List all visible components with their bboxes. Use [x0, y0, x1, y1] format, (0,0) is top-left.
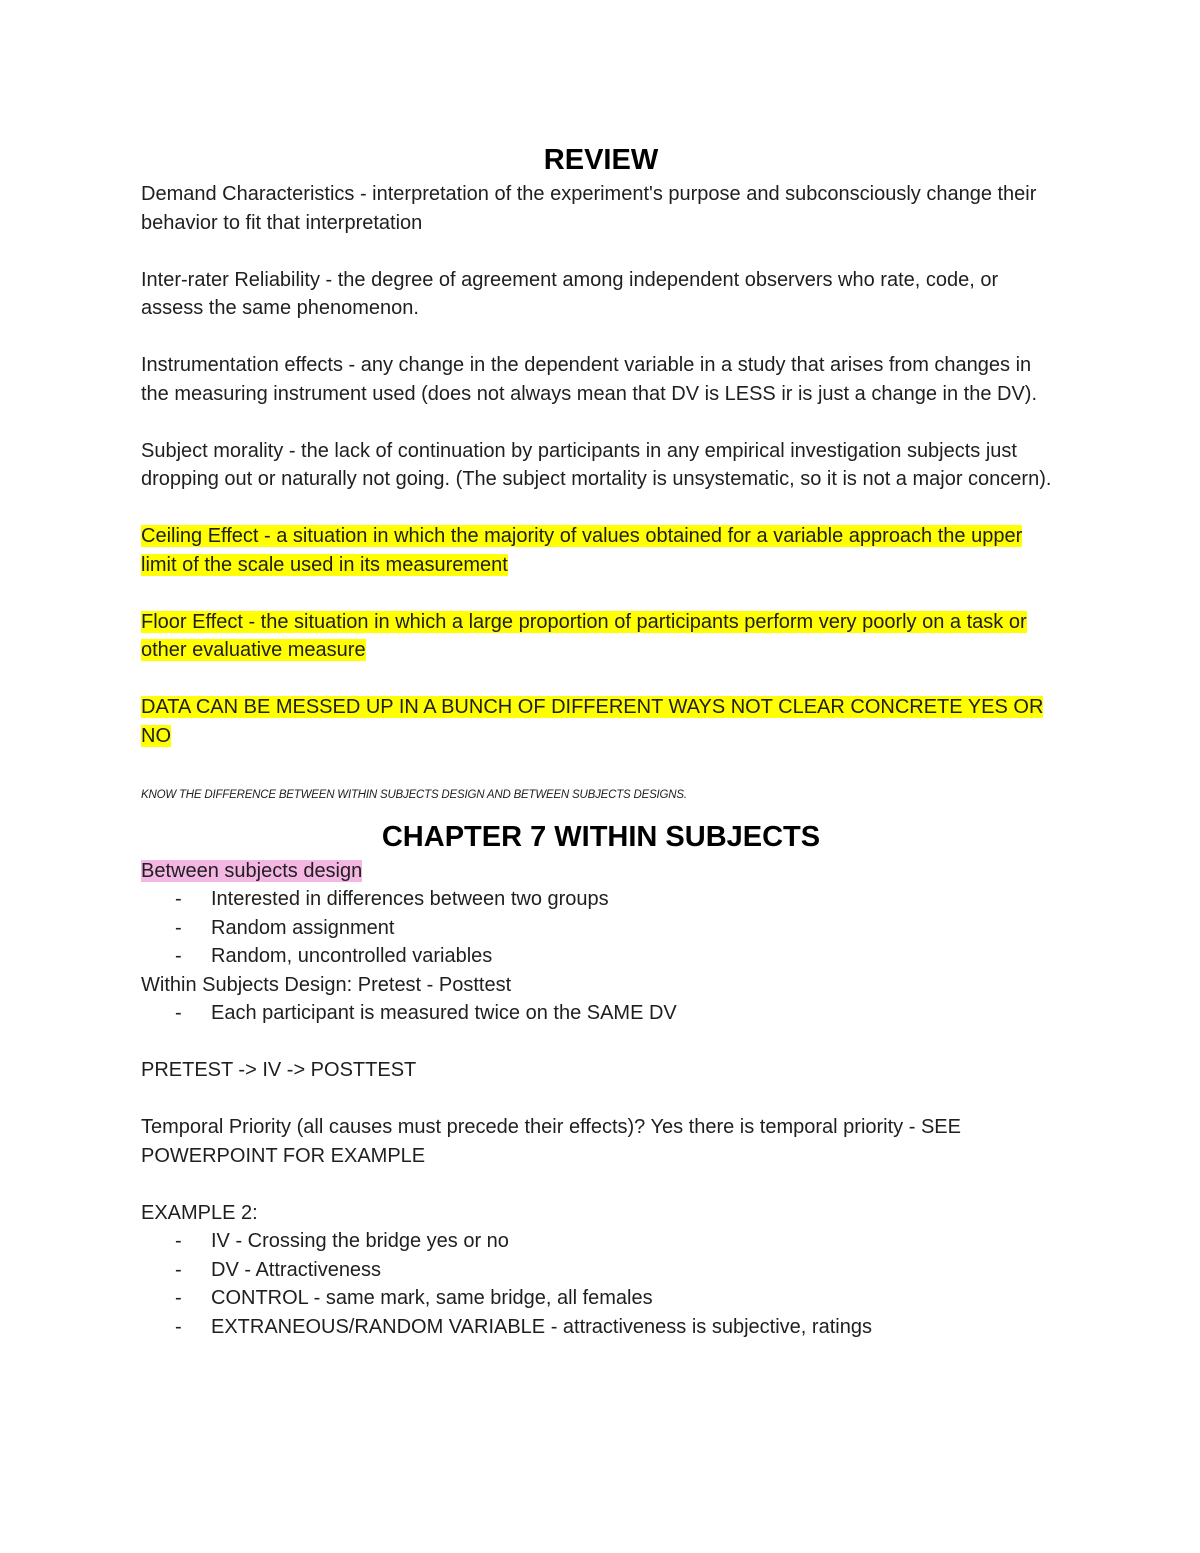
ceiling-effect-paragraph	[141, 522, 1061, 579]
list-item-text: Random, uncontrolled variables	[211, 945, 493, 967]
within-subjects-list	[141, 999, 1061, 1028]
between-subjects-heading	[141, 857, 1061, 886]
blank-line	[141, 579, 1061, 608]
blank-line	[141, 1085, 1061, 1114]
data-note-paragraph	[141, 693, 1061, 750]
instrumentation-effects-paragraph: Instrumentation effects - any change in the dependent variable in a study that arises from changes in the measuring instrument used (does not always mean that DV is LESS ir is just a change in the DV).	[141, 354, 1037, 405]
list-item	[141, 942, 1061, 971]
dash-bullet: -	[175, 1287, 182, 1309]
dash-bullet: -	[175, 1002, 182, 1024]
list-item	[141, 1227, 1061, 1256]
blank-line	[141, 237, 1061, 266]
between-subjects-list	[141, 885, 1061, 971]
dash-bullet: -	[175, 945, 182, 967]
review-title: REVIEW	[543, 144, 659, 176]
ceiling-effect-highlight: Ceiling Effect - a situation in which the majority of values obtained for a variable approach the upper limit of the scale used in its measurement	[141, 525, 1023, 576]
list-item	[141, 885, 1061, 914]
know-difference-note: KNOW THE DIFFERENCE BETWEEN WITHIN SUBJECTS DESIGN AND BETWEEN SUBJECTS DESIGNS.	[141, 788, 687, 801]
blank-line	[141, 1170, 1061, 1199]
dash-bullet: -	[175, 888, 182, 910]
blank-line	[141, 665, 1061, 694]
blank-line	[141, 323, 1061, 352]
dash-bullet: -	[175, 1230, 182, 1252]
between-subjects-highlight: Between subjects design	[141, 859, 363, 882]
list-item	[141, 914, 1061, 943]
list-item	[141, 1284, 1061, 1313]
document-page	[141, 140, 1061, 1341]
dash-bullet: -	[175, 1315, 182, 1338]
temporal-priority-paragraph: Temporal Priority (all causes must precede their effects)? Yes there is temporal priority - SEE POWERPOINT FOR EXAMPLE	[141, 1116, 961, 1167]
within-subjects-heading: Within Subjects Design: Pretest - Posttest	[141, 973, 512, 996]
floor-effect-paragraph	[141, 608, 1061, 665]
list-item	[141, 1256, 1061, 1285]
list-item-text: Each participant is measured twice on the SAME DV	[211, 1002, 677, 1024]
list-item-text: Interested in differences between two groups	[211, 888, 609, 910]
list-item-text: Random assignment	[211, 916, 395, 939]
demand-characteristics-paragraph: Demand Characteristics - interpretation of the experiment's purpose and subconsciously change their behavior to fit that interpretation	[141, 183, 1037, 234]
blank-line	[141, 1028, 1061, 1057]
blank-line	[141, 750, 1061, 779]
dash-bullet: -	[175, 916, 182, 939]
example-2-list	[141, 1227, 1061, 1341]
inter-rater-reliability-paragraph: Inter-rater Reliability - the degree of agreement among independent observers who rate, code, or assess the same phenomenon.	[141, 268, 999, 319]
example-2-heading: EXAMPLE 2:	[141, 1201, 258, 1224]
dash-bullet: -	[175, 1258, 182, 1281]
list-item	[141, 1313, 1061, 1342]
pretest-flow-paragraph: PRETEST -> IV -> POSTTEST	[141, 1059, 417, 1081]
list-item	[141, 999, 1061, 1028]
list-item-text: IV - Crossing the bridge yes or no	[211, 1230, 509, 1252]
list-item-text: DV - Attractiveness	[211, 1258, 382, 1281]
list-item-text: EXTRANEOUS/RANDOM VARIABLE - attractiveness is subjective, ratings	[211, 1315, 872, 1338]
list-item-text: CONTROL - same mark, same bridge, all females	[211, 1287, 653, 1309]
blank-line	[141, 408, 1061, 437]
floor-effect-highlight: Floor Effect - the situation in which a large proportion of participants perform very poorly on a task or other evaluative measure	[141, 610, 1027, 661]
blank-line	[141, 494, 1061, 523]
subject-mortality-paragraph: Subject morality - the lack of continuation by participants in any empirical investigation subjects just dropping out or naturally not going. (The subject mortality is unsystematic, so it is not a major concern).	[141, 439, 1052, 490]
data-note-highlight: DATA CAN BE MESSED UP IN A BUNCH OF DIFFERENT WAYS NOT CLEAR CONCRETE YES OR NO	[141, 696, 1044, 747]
chapter-7-title: CHAPTER 7 WITHIN SUBJECTS	[381, 820, 821, 853]
